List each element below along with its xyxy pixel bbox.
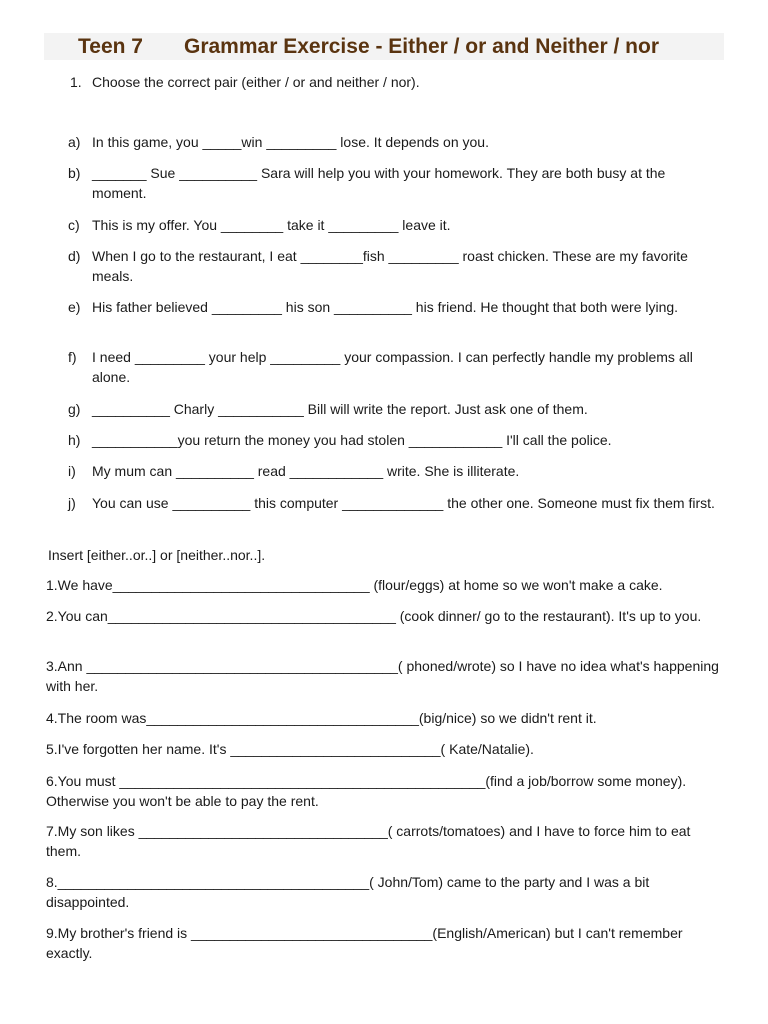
exercise-text: ___________you return the money you had stolen ____________ I'll call the police.: [92, 432, 612, 448]
exercise-label: h): [68, 432, 81, 448]
exercise-item: [68, 400, 718, 420]
exercise-item: [68, 431, 718, 451]
exercise-text: You can use __________ this computer _____________ the other one. Someone must fix them first.: [92, 495, 715, 511]
part1-number: 1.: [70, 74, 82, 90]
exercise-label: f): [68, 349, 77, 365]
exercise-item: [68, 462, 718, 482]
exercise-item: [68, 298, 718, 318]
exercise-label: a): [68, 134, 81, 150]
exercise-text: This is my offer. You ________ take it _________ leave it.: [92, 217, 451, 233]
exercise-label: i): [68, 463, 76, 479]
fill-in-question: 4.The room was___________________________________(big/nice) so we didn't rent it.: [46, 710, 597, 726]
fill-in-question: 2.You can_____________________________________ (cook dinner/ go to the restaurant). It's up to you.: [46, 608, 702, 624]
exercise-text: __________ Charly ___________ Bill will write the report. Just ask one of them.: [92, 401, 588, 417]
exercise-item: [68, 164, 718, 203]
exercise-text: I need _________ your help _________ your compassion. I can perfectly handle my problems all alone.: [92, 349, 693, 385]
fill-in-question: 9.My brother's friend is _______________________________(English/American) but I can't remember exactly.: [46, 925, 683, 961]
exercise-label: e): [68, 299, 81, 315]
exercise-item: [68, 348, 718, 387]
part1-instruction: [70, 73, 420, 91]
exercise-item: [68, 216, 718, 236]
title-bar: [44, 33, 724, 60]
exercise-label: d): [68, 248, 81, 264]
exercise-item: [68, 247, 718, 286]
exercise-text: In this game, you _____win _________ lose. It depends on you.: [92, 134, 489, 150]
exercise-label: b): [68, 165, 81, 181]
part2-instruction: Insert [either..or..] or [neither..nor..].: [48, 547, 266, 563]
exercise-text: His father believed _________ his son __________ his friend. He thought that both were lying.: [92, 299, 679, 315]
exercise-label: c): [68, 217, 80, 233]
fill-in-question: 5.I've forgotten her name. It's ___________________________( Kate/Natalie).: [46, 741, 534, 757]
exercise-text: When I go to the restaurant, I eat ________fish _________ roast chicken. These are my favorite meals.: [92, 248, 688, 284]
exercise-item: [68, 133, 718, 153]
part1-instruction-text: Choose the correct pair (either / or and neither / nor).: [92, 74, 420, 90]
fill-in-question: 3.Ann ________________________________________( phoned/wrote) so I have no idea what's happening with her.: [46, 658, 719, 694]
worksheet-title: Grammar Exercise - Either / or and Neither / nor: [184, 35, 659, 58]
exercise-text: _______ Sue __________ Sara will help you with your homework. They are both busy at the moment.: [92, 165, 666, 201]
fill-in-question: 6.You must _______________________________________________(find a job/borrow some money). Otherwise you won't be able to pay the rent.: [46, 773, 687, 809]
exercise-item: [68, 494, 718, 514]
fill-in-question: 7.My son likes ________________________________( carrots/tomatoes) and I have to force him to eat them.: [46, 823, 691, 859]
worksheet-level: Teen 7: [78, 35, 143, 58]
exercise-text: My mum can __________ read ____________ write. She is illiterate.: [92, 463, 520, 479]
fill-in-question: 8.________________________________________( John/Tom) came to the party and I was a bit disappointed.: [46, 874, 650, 910]
fill-in-question: 1.We have_________________________________ (flour/eggs) at home so we won't make a cake.: [46, 577, 663, 593]
exercise-label: j): [68, 495, 76, 511]
exercise-label: g): [68, 401, 81, 417]
